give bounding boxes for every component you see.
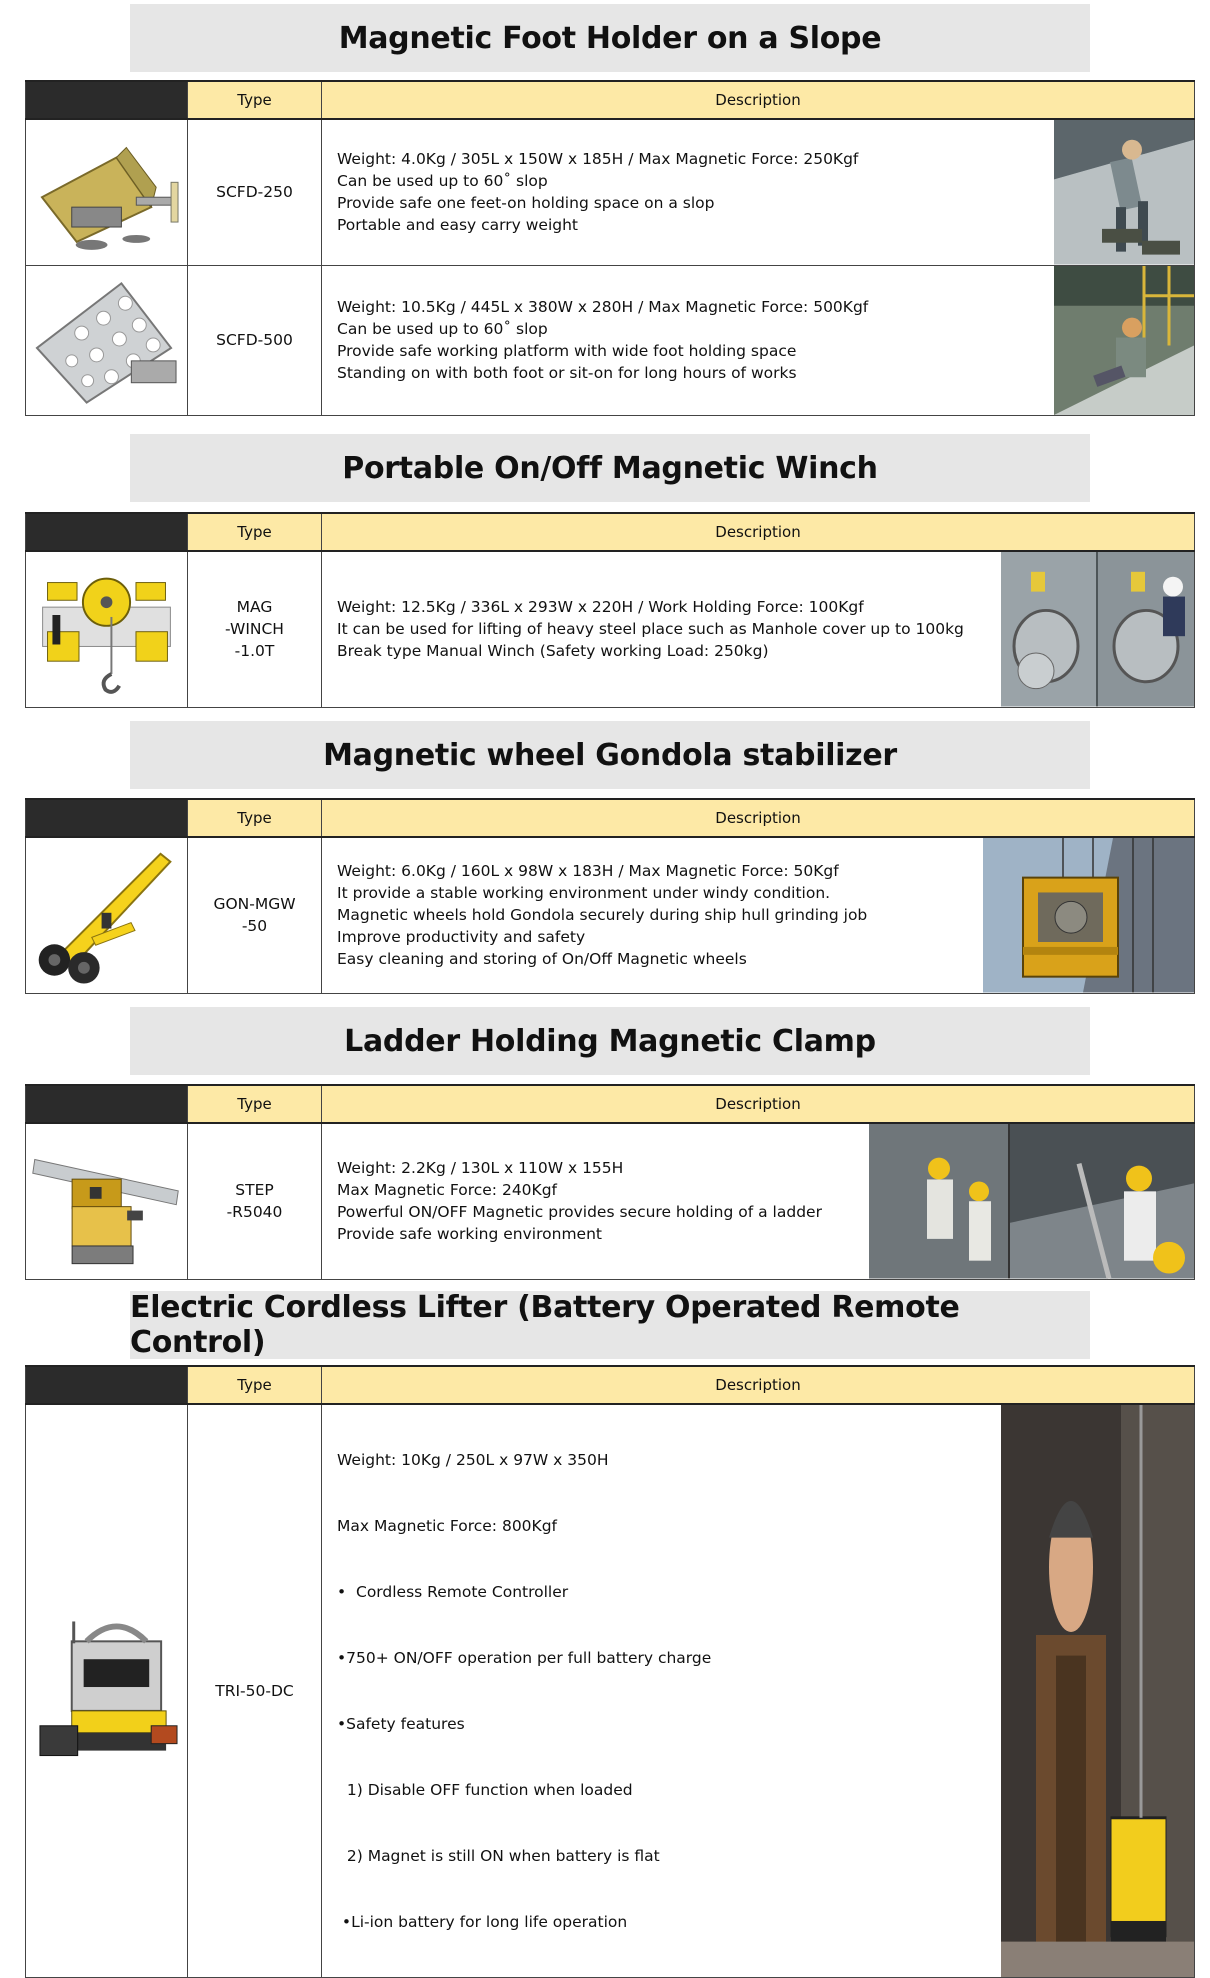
description-line: Easy cleaning and storing of On/Off Magnetic wheels [337, 950, 747, 969]
table-row [26, 1123, 1195, 1279]
description-line: Portable and easy carry weight [337, 216, 578, 235]
description-line: 1) Disable OFF function when loaded [337, 1781, 633, 1799]
type-cell [188, 119, 322, 265]
section-title-bar [130, 4, 1090, 72]
description-line: It provide a stable working environment under windy condition. [337, 884, 831, 903]
table-header-row [26, 799, 1195, 837]
type-line: STEP [235, 1181, 274, 1200]
header-corner [26, 1366, 188, 1404]
type-line: MAG [236, 598, 273, 617]
description-line: Weight: 10.5Kg / 445L x 380W x 280H / Max Magnetic Force: 500Kgf [337, 298, 869, 316]
header-corner [26, 799, 188, 837]
section-title-bar [130, 1291, 1090, 1359]
application-photo [1054, 266, 1194, 415]
product-image [32, 126, 181, 259]
description-line: •750+ ON/OFF operation per full battery charge [337, 1649, 712, 1667]
header-corner [26, 513, 188, 551]
product-image [32, 1130, 181, 1273]
description-line: Can be used up to 60˚ slop [337, 172, 548, 191]
description-line: Improve productivity and safety [337, 928, 586, 947]
application-photo [869, 1124, 1194, 1279]
product-image-cell [26, 837, 188, 993]
header-description: Description [322, 81, 1195, 119]
description-line: Max Magnetic Force: 240Kgf [337, 1181, 558, 1200]
header-corner [26, 1085, 188, 1123]
table-header-row [26, 513, 1195, 551]
product-image [32, 1411, 181, 1971]
header-type: Type [188, 799, 322, 837]
type-line: GON-MGW [213, 895, 296, 914]
description-line: Break type Manual Winch (Safety working Load: 250kg) [337, 642, 769, 661]
description-line: Weight: 10Kg / 250L x 97W x 350H [337, 1451, 609, 1469]
table-header-row [26, 1366, 1195, 1404]
table-row [26, 1404, 1195, 1978]
header-type: Type [188, 1366, 322, 1404]
product-image [32, 272, 181, 409]
description-cell [322, 551, 1195, 707]
spec-table [25, 80, 1195, 416]
product-image [32, 558, 181, 701]
table-header-row [26, 81, 1195, 119]
table-row [26, 551, 1195, 707]
description-line: •Li-ion battery for long life operation [337, 1913, 628, 1931]
section-title: Ladder Holding Magnetic Clamp [344, 1023, 876, 1059]
type-line: -WINCH [225, 620, 284, 639]
description-line: 2) Magnet is still ON when battery is flat [337, 1847, 660, 1865]
type-cell [188, 1123, 322, 1279]
description-line: Max Magnetic Force: 800Kgf [337, 1517, 558, 1535]
description-line: Magnetic wheels hold Gondola securely during ship hull grinding job [337, 906, 868, 925]
description-line: It can be used for lifting of heavy steel place such as Manhole cover up to 100kg [337, 620, 964, 639]
section-title: Electric Cordless Lifter (Battery Operated Remote Control) [130, 1290, 960, 1360]
table-row [26, 265, 1195, 415]
product-image [32, 844, 181, 987]
description-line: Provide safe one feet-on holding space on a slop [337, 194, 715, 213]
type-cell [188, 837, 322, 993]
description-line: Can be used up to 60˚ slop [337, 320, 548, 338]
table-header-row [26, 1085, 1195, 1123]
table-row [26, 119, 1195, 265]
description-cell [322, 1123, 1195, 1279]
product-image-cell [26, 1404, 188, 1978]
type-line: -50 [241, 917, 268, 936]
product-image-cell [26, 551, 188, 707]
type-line: TRI-50-DC [215, 1682, 294, 1700]
header-description: Description [322, 1366, 1195, 1404]
header-description: Description [322, 513, 1195, 551]
header-type: Type [188, 513, 322, 551]
description-line: Weight: 12.5Kg / 336L x 293W x 220H / Work Holding Force: 100Kgf [337, 598, 864, 617]
description-line: Provide safe working environment [337, 1225, 602, 1244]
header-description: Description [322, 799, 1195, 837]
section-title-bar [130, 434, 1090, 502]
spec-table [25, 1365, 1195, 1978]
section-title: Magnetic wheel Gondola stabilizer [323, 737, 897, 773]
type-line: -R5040 [226, 1203, 283, 1222]
application-photo [983, 838, 1194, 993]
type-cell [188, 1404, 322, 1978]
header-type: Type [188, 81, 322, 119]
header-type: Type [188, 1085, 322, 1123]
description-line: Weight: 6.0Kg / 160L x 98W x 183H / Max Magnetic Force: 50Kgf [337, 862, 839, 881]
application-photo [1001, 552, 1194, 707]
section-title-bar [130, 1007, 1090, 1075]
description-cell [322, 837, 1195, 993]
description-line: Powerful ON/OFF Magnetic provides secure holding of a ladder [337, 1203, 822, 1222]
description-line: Weight: 4.0Kg / 305L x 150W x 185H / Max Magnetic Force: 250Kgf [337, 150, 859, 169]
section-title-bar [130, 721, 1090, 789]
description-cell [322, 119, 1195, 265]
description-cell [322, 1404, 1195, 1978]
description-line: Weight: 2.2Kg / 130L x 110W x 155H [337, 1159, 624, 1178]
description-line: Provide safe working platform with wide foot holding space [337, 342, 797, 360]
table-row [26, 837, 1195, 993]
spec-table [25, 1084, 1195, 1280]
spec-table [25, 798, 1195, 994]
description-line: •Safety features [337, 1715, 465, 1733]
description-line: • Cordless Remote Controller [337, 1583, 569, 1601]
type-line: SCFD-500 [216, 331, 293, 349]
description-cell [322, 265, 1195, 415]
product-image-cell [26, 119, 188, 265]
product-image-cell [26, 265, 188, 415]
header-corner [26, 81, 188, 119]
product-image-cell [26, 1123, 188, 1279]
description-line: Standing on with both foot or sit-on for long hours of works [337, 364, 797, 382]
type-line: -1.0T [234, 642, 275, 661]
section-title: Portable On/Off Magnetic Winch [342, 450, 878, 486]
application-photo [1054, 120, 1194, 265]
spec-table [25, 512, 1195, 708]
type-cell [188, 265, 322, 415]
application-photo [1001, 1405, 1194, 1977]
type-cell [188, 551, 322, 707]
header-description: Description [322, 1085, 1195, 1123]
section-title: Magnetic Foot Holder on a Slope [338, 20, 882, 56]
type-line: SCFD-250 [216, 183, 293, 202]
